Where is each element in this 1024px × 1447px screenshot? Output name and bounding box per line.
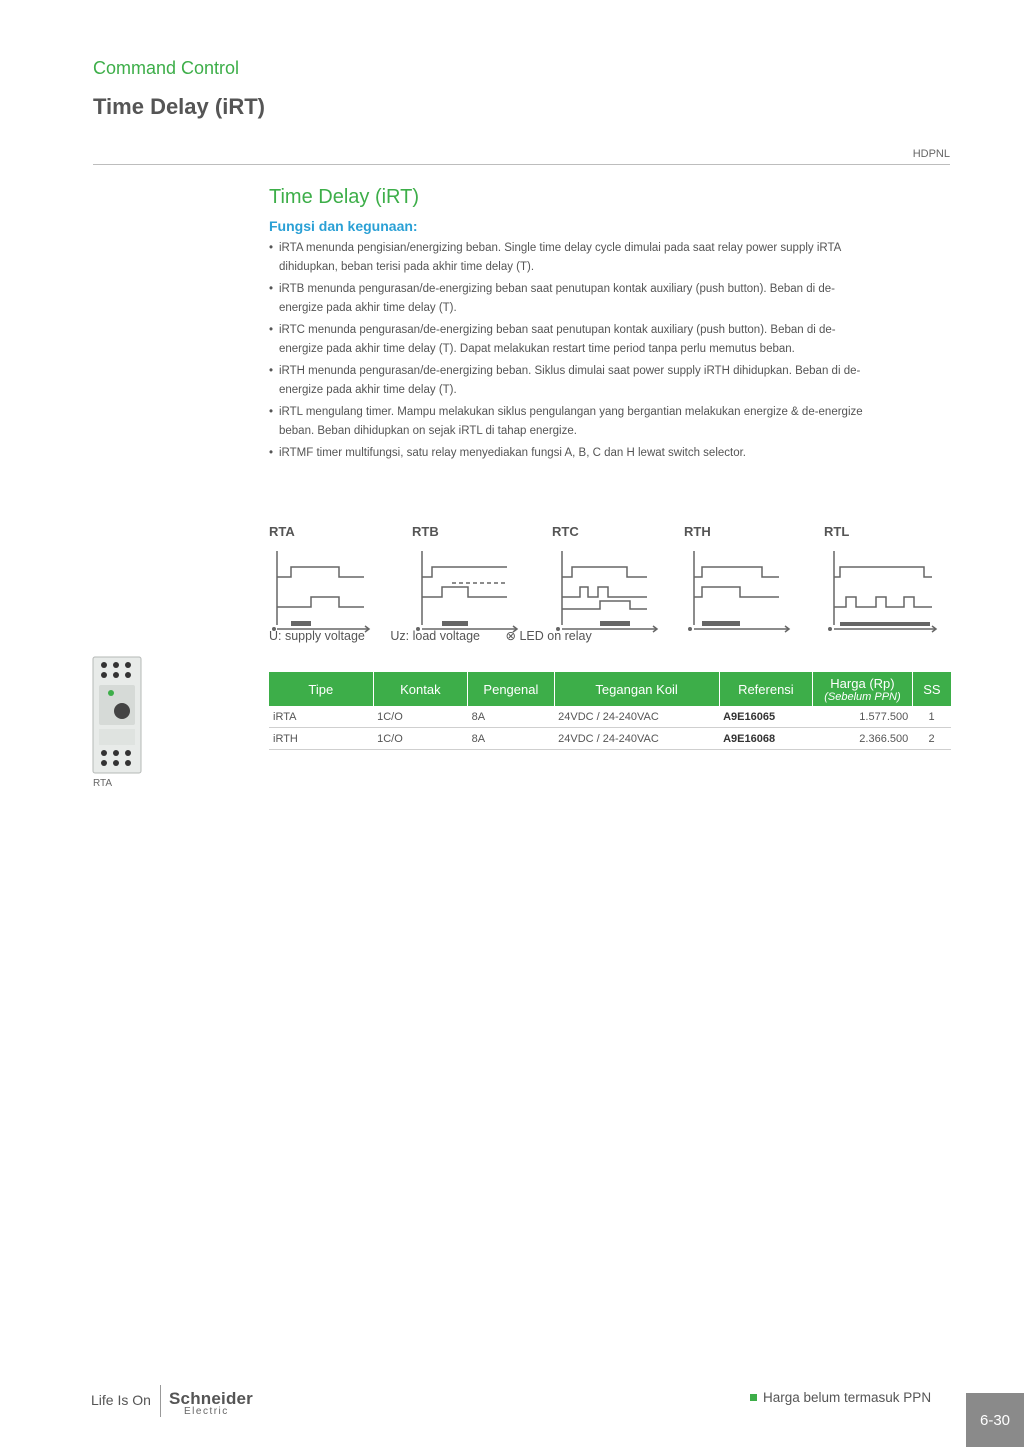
timing-diagram-rtc-icon bbox=[552, 543, 667, 633]
feature-list bbox=[269, 239, 879, 466]
diagram-label: RTB bbox=[412, 524, 439, 539]
feature-item-irtmf: • iRTMF timer multifungsi, satu relay menyediakan fungsi A, B, C dan H lewat switch selector. bbox=[269, 444, 879, 463]
table-header-row bbox=[269, 672, 951, 706]
table-row bbox=[269, 706, 951, 728]
cell-referensi: A9E16068 bbox=[719, 728, 813, 750]
cell-pengenal: 8A bbox=[468, 706, 555, 728]
col-harga bbox=[813, 672, 913, 706]
feature-item-irtl: • iRTL mengulang timer. Mampu melakukan siklus pengulangan yang bergantian melakukan energize & de-energize beban. Beban dihidupkan on sejak iRTL di tahap energize. bbox=[269, 403, 879, 441]
col-harga-label: Harga (Rp) bbox=[830, 675, 895, 691]
diagram-rth bbox=[684, 524, 799, 633]
timing-diagram-rtl-icon bbox=[824, 543, 944, 633]
product-relay-icon bbox=[91, 655, 146, 775]
timing-diagram-rtb-icon bbox=[412, 543, 527, 633]
product-table bbox=[269, 672, 951, 750]
cell-tipe: iRTH bbox=[269, 728, 373, 750]
cell-pengenal: 8A bbox=[468, 728, 555, 750]
feature-item-irta: • iRTA menunda pengisian/energizing beban. Single time delay cycle dimulai pada saat relay power supply iRTA dihidupkan, beban terisi pada akhir time delay (T). bbox=[269, 239, 879, 277]
section-code: HDPNL bbox=[912, 148, 950, 160]
diagram-legend bbox=[269, 628, 689, 643]
bullet-square-icon bbox=[750, 1394, 757, 1401]
cell-tipe: iRTA bbox=[269, 706, 373, 728]
price-note bbox=[750, 1390, 931, 1405]
cell-kontak: 1C/O bbox=[373, 728, 468, 750]
diagram-label: RTC bbox=[552, 524, 579, 539]
col-tegangan: Tegangan Koil bbox=[554, 672, 719, 706]
diagram-label: RTH bbox=[684, 524, 711, 539]
feature-item-irth: • iRTH menunda pengurasan/de-energizing beban. Siklus dimulai saat power supply iRTH dihidupkan. Beban di de-energize pada akhir time delay (T). bbox=[269, 362, 879, 400]
cell-tegangan: 24VDC / 24-240VAC bbox=[554, 706, 719, 728]
col-harga-note: (Sebelum PPN) bbox=[824, 690, 901, 703]
cell-ss: 2 bbox=[912, 728, 951, 750]
section-subtitle: Fungsi dan kegunaan: bbox=[269, 218, 418, 234]
footer-brand-divider bbox=[160, 1385, 161, 1417]
table-row bbox=[269, 728, 951, 750]
diagram-rtb bbox=[412, 524, 527, 633]
feature-item-irtc: • iRTC menunda pengurasan/de-energizing beban saat penutupan kontak auxiliary (push button). Beban di de-energize pada akhir time delay (T). Dapat melakukan restart time period tanpa perlu memutus beban. bbox=[269, 321, 879, 359]
timing-diagram-rth-icon bbox=[684, 543, 799, 633]
col-ss: SS bbox=[912, 672, 951, 706]
diagram-rta bbox=[269, 524, 379, 633]
col-pengenal: Pengenal bbox=[468, 672, 555, 706]
section-title: Time Delay (iRT) bbox=[269, 186, 420, 208]
legend-led: ⊗ LED on relay bbox=[505, 629, 592, 643]
price-note-text: Harga belum termasuk PPN bbox=[763, 1390, 932, 1405]
header-divider bbox=[93, 164, 950, 165]
cell-kontak: 1C/O bbox=[373, 706, 468, 728]
brand-logo: Schneider bbox=[169, 1389, 253, 1408]
legend-load: Uz: load voltage bbox=[390, 629, 481, 643]
timing-diagram-rta-icon bbox=[269, 543, 379, 633]
cell-ss: 1 bbox=[912, 706, 951, 728]
col-kontak: Kontak bbox=[373, 672, 468, 706]
diagram-rtl bbox=[824, 524, 944, 633]
cell-tegangan: 24VDC / 24-240VAC bbox=[554, 728, 719, 750]
brand-logo-sub: Electric bbox=[184, 1406, 229, 1417]
product-caption: RTA bbox=[93, 778, 113, 789]
col-tipe: Tipe bbox=[269, 672, 373, 706]
diagram-label: RTA bbox=[269, 524, 295, 539]
feature-item-irtb: • iRTB menunda pengurasan/de-energizing beban saat penutupan kontak auxiliary (push button). Beban di de-energize pada akhir time delay (T). bbox=[269, 280, 879, 318]
footer-slogan: Life Is On bbox=[91, 1392, 151, 1408]
col-referensi: Referensi bbox=[719, 672, 813, 706]
category-title: Command Control bbox=[93, 58, 240, 78]
legend-supply: U: supply voltage bbox=[269, 629, 365, 643]
cell-referensi: A9E16065 bbox=[719, 706, 813, 728]
page-title: Time Delay (iRT) bbox=[93, 94, 265, 119]
diagram-rtc bbox=[552, 524, 667, 633]
diagram-label: RTL bbox=[824, 524, 850, 539]
page-number: 6-30 bbox=[966, 1393, 1024, 1447]
cell-harga: 1.577.500 bbox=[813, 706, 913, 728]
cell-harga: 2.366.500 bbox=[813, 728, 913, 750]
